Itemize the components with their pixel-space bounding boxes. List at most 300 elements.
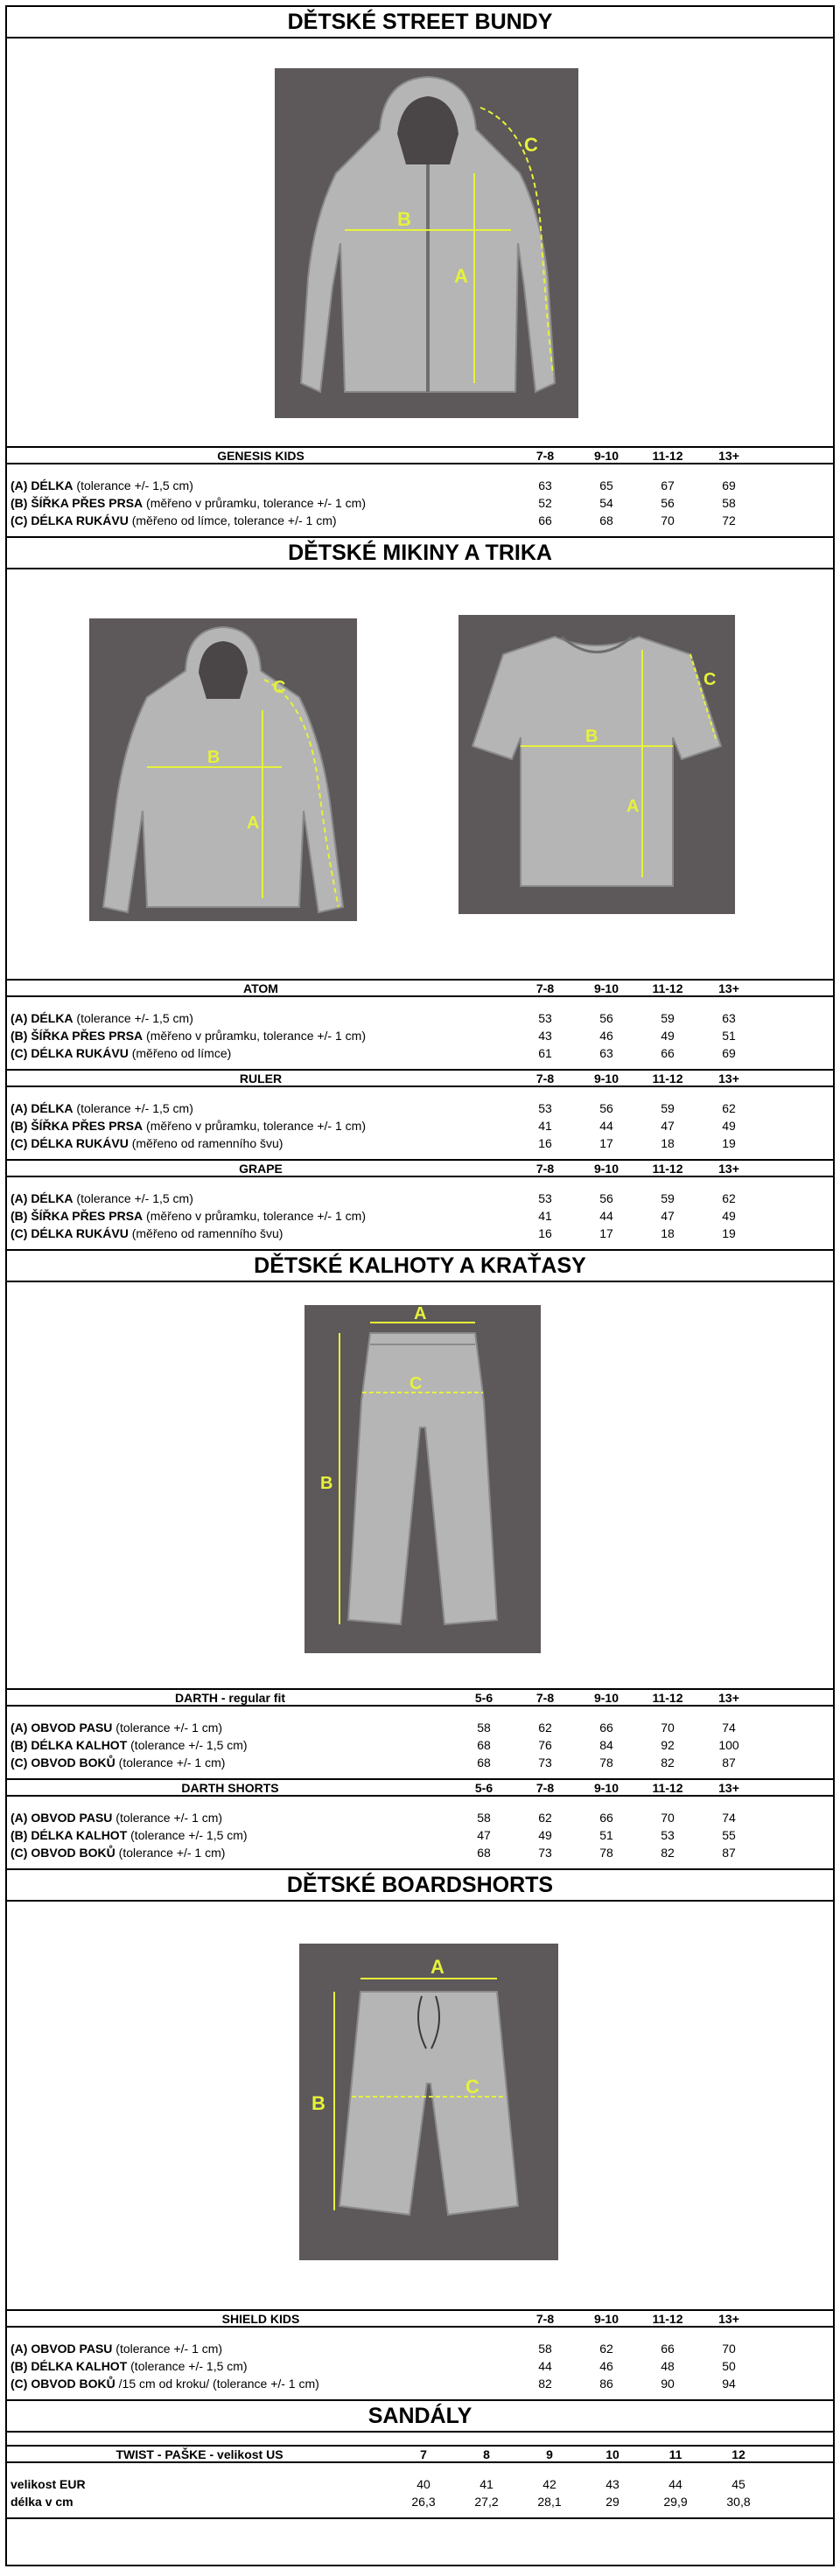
- measure-value: 27,2: [474, 2495, 499, 2509]
- measure-value: 56: [661, 496, 675, 510]
- size-header: 7-8: [514, 1071, 576, 1086]
- size-table-header: [7, 981, 833, 996]
- size-table-block: [7, 1690, 833, 1780]
- measure-label: [7, 1117, 514, 1134]
- measure-note: /15 cm od kroku/ (tolerance +/- 1 cm): [115, 2377, 319, 2391]
- row-spacer: [7, 2510, 833, 2517]
- size-header: 11-12: [637, 1161, 698, 1176]
- measure-value: 59: [661, 1011, 675, 1025]
- table-row: [7, 2357, 833, 2375]
- measure-value: 100: [718, 1738, 739, 1752]
- measure-value: 66: [599, 1811, 613, 1825]
- size-header: 5-6: [453, 1780, 514, 1796]
- size-header: 13+: [698, 1780, 760, 1796]
- tshirt-image: [458, 615, 735, 914]
- section-title-bundy: DĚTSKÉ STREET BUNDY: [7, 7, 833, 38]
- measure-label-bold: (C) DÉLKA RUKÁVU: [10, 1046, 129, 1060]
- measure-label: [7, 1190, 514, 1207]
- table-row: [7, 477, 833, 494]
- measure-label: [7, 1754, 453, 1771]
- measure-value: 47: [661, 1119, 675, 1133]
- size-header: 11: [644, 2447, 707, 2462]
- measure-value: 19: [722, 1226, 736, 1240]
- measure-value: 49: [722, 1209, 736, 1223]
- measure-value: 43: [538, 1029, 552, 1043]
- tables-sandaly: [7, 2447, 833, 2519]
- measure-note: (tolerance +/- 1 cm): [112, 1721, 223, 1735]
- row-filler: [760, 1809, 833, 1826]
- measure-value: 59: [661, 1191, 675, 1205]
- measure-value: 69: [722, 478, 736, 492]
- image-area-boardshorts: [7, 1902, 833, 2311]
- row-spacer: [7, 2392, 833, 2399]
- header-filler: [760, 1161, 833, 1176]
- row-gap: [7, 1086, 833, 1100]
- tables-bundy: [7, 448, 833, 538]
- measure-value: 53: [538, 1101, 552, 1115]
- measure-label: [7, 2475, 392, 2493]
- measure-label-bold: (A) DÉLKA: [10, 1101, 74, 1115]
- table-row: [7, 1844, 833, 1861]
- measure-value: 82: [661, 1756, 675, 1770]
- measure-value: 41: [538, 1119, 552, 1133]
- size-header: 11-12: [637, 981, 698, 996]
- measure-value: 47: [477, 1828, 491, 1842]
- tables-kalhoty: [7, 1690, 833, 1870]
- measure-note: (tolerance +/- 1,5 cm): [73, 1011, 193, 1025]
- measure-value: 54: [599, 496, 613, 510]
- hoodie-illustration: [89, 618, 357, 921]
- measure-value: 58: [538, 2342, 552, 2356]
- size-header: 13+: [698, 1071, 760, 1086]
- measure-value: 62: [722, 1101, 736, 1115]
- letter-c: C: [524, 134, 538, 156]
- measure-label: [7, 1225, 514, 1242]
- measure-label: [7, 2340, 514, 2357]
- row-spacer: [7, 1152, 833, 1159]
- header-filler: [760, 1780, 833, 1796]
- size-table: [7, 2311, 833, 2399]
- size-header: 9-10: [576, 1161, 637, 1176]
- measure-note: (tolerance +/- 1,5 cm): [127, 1738, 248, 1752]
- product-name: GENESIS KIDS: [7, 448, 514, 464]
- letter-a: A: [430, 1956, 444, 1978]
- size-table-block: [7, 448, 833, 538]
- letter-b: B: [207, 748, 220, 767]
- measure-value: 42: [542, 2477, 556, 2491]
- size-header: 7-8: [514, 2311, 576, 2327]
- size-header: 13+: [698, 1161, 760, 1176]
- row-gap: [7, 464, 833, 477]
- product-name: SHIELD KIDS: [7, 2311, 514, 2327]
- measure-value: 47: [661, 1209, 675, 1223]
- product-name: DARTH SHORTS: [7, 1780, 453, 1796]
- table-row: [7, 512, 833, 529]
- size-table-header: [7, 1690, 833, 1706]
- size-header: 13+: [698, 981, 760, 996]
- table-row: [7, 1719, 833, 1736]
- size-table: [7, 1071, 833, 1159]
- letter-b: B: [320, 1474, 333, 1493]
- row-filler: [760, 512, 833, 529]
- measure-value: 43: [606, 2477, 620, 2491]
- measure-label: [7, 1009, 514, 1027]
- size-header: 9-10: [576, 2311, 637, 2327]
- table-row: [7, 1190, 833, 1207]
- measure-label-bold: (B) DÉLKA KALHOT: [10, 1738, 128, 1752]
- row-filler: [760, 1844, 833, 1861]
- table-row: [7, 1117, 833, 1134]
- measure-value: 62: [538, 1811, 552, 1825]
- measure-value: 44: [599, 1209, 613, 1223]
- size-header: 9: [518, 2447, 581, 2462]
- letter-c: C: [410, 1374, 423, 1393]
- measure-value: 90: [661, 2377, 675, 2391]
- size-header: 11-12: [637, 2311, 698, 2327]
- measure-label-bold: (A) OBVOD PASU: [10, 1721, 113, 1735]
- letter-b: B: [397, 208, 411, 230]
- measure-value: 53: [538, 1011, 552, 1025]
- table-row: [7, 1134, 833, 1152]
- measure-value: 46: [599, 1029, 613, 1043]
- size-table: [7, 1161, 833, 1249]
- size-header: 9-10: [576, 1690, 637, 1706]
- measure-value: 30,8: [726, 2495, 751, 2509]
- size-table-header: [7, 448, 833, 464]
- letter-c: C: [273, 678, 286, 697]
- letter-a: A: [414, 1305, 427, 1323]
- row-filler: [760, 1225, 833, 1242]
- row-filler: [770, 2493, 833, 2510]
- measure-value: 66: [538, 513, 552, 527]
- row-filler: [770, 2475, 833, 2493]
- measure-value: 49: [538, 1828, 552, 1842]
- size-table-block: [7, 1071, 833, 1161]
- size-header: 5-6: [453, 1690, 514, 1706]
- header-filler: [760, 2311, 833, 2327]
- measure-label: [7, 477, 514, 494]
- measure-value: 73: [538, 1846, 552, 1860]
- measure-value: 74: [722, 1811, 736, 1825]
- measure-label: [7, 1044, 514, 1062]
- measure-value: 72: [722, 513, 736, 527]
- measure-label-bold: (C) DÉLKA RUKÁVU: [10, 513, 129, 527]
- row-spacer: [7, 1242, 833, 1249]
- measure-value: 84: [599, 1738, 613, 1752]
- measure-value: 76: [538, 1738, 552, 1752]
- row-filler: [760, 2375, 833, 2392]
- measure-value: 45: [732, 2477, 746, 2491]
- measure-value: 82: [538, 2377, 552, 2391]
- measure-value: 29,9: [663, 2495, 688, 2509]
- row-spacer: [7, 1771, 833, 1778]
- measure-value: 62: [599, 2342, 613, 2356]
- measure-note: (tolerance +/- 1,5 cm): [127, 1828, 248, 1842]
- row-spacer: [7, 1062, 833, 1069]
- measure-value: 82: [661, 1846, 675, 1860]
- size-header: 7-8: [514, 1690, 576, 1706]
- measure-note: (tolerance +/- 1 cm): [112, 2342, 223, 2356]
- tables-boardshorts: [7, 2311, 833, 2401]
- measure-value: 53: [538, 1191, 552, 1205]
- measure-label: [7, 1027, 514, 1044]
- section-title-boardshorts: DĚTSKÉ BOARDSHORTS: [7, 1870, 833, 1902]
- table-row: [7, 1809, 833, 1826]
- measure-value: 69: [722, 1046, 736, 1060]
- measure-value: 63: [599, 1046, 613, 1060]
- measure-value: 26,3: [411, 2495, 436, 2509]
- size-header: 11-12: [637, 448, 698, 464]
- row-filler: [760, 2340, 833, 2357]
- hoodie-image: [89, 618, 357, 921]
- measure-label: [7, 1826, 453, 1844]
- measure-label: [7, 1844, 453, 1861]
- measure-label-bold: (C) OBVOD BOKŮ: [10, 2377, 116, 2391]
- measure-note: (tolerance +/- 1 cm): [112, 1811, 223, 1825]
- row-filler: [760, 1736, 833, 1754]
- measure-label: [7, 2375, 514, 2392]
- measure-value: 56: [599, 1101, 613, 1115]
- table-row: [7, 1207, 833, 1225]
- measure-label: [7, 494, 514, 512]
- measure-note: (měřeno od límce, tolerance +/- 1 cm): [128, 513, 337, 527]
- measure-value: 58: [477, 1721, 491, 1735]
- size-table-header: [7, 2447, 833, 2462]
- measure-value: 92: [661, 1738, 675, 1752]
- measure-value: 49: [722, 1119, 736, 1133]
- measure-label-bold: délka v cm: [10, 2495, 74, 2509]
- pants-image: [304, 1305, 541, 1653]
- jacket-illustration: [275, 68, 578, 418]
- image-area-kalhoty: [7, 1282, 833, 1690]
- product-name: GRAPE: [7, 1161, 514, 1176]
- measure-label-bold: (C) OBVOD BOKŮ: [10, 1846, 116, 1860]
- measure-value: 70: [661, 1721, 675, 1735]
- size-header: 9-10: [576, 448, 637, 464]
- measure-value: 17: [599, 1226, 613, 1240]
- letter-c: C: [466, 2076, 480, 2098]
- size-header: 7-8: [514, 1161, 576, 1176]
- size-table-header: [7, 1161, 833, 1176]
- table-row: [7, 494, 833, 512]
- measure-value: 66: [599, 1721, 613, 1735]
- row-gap: [7, 996, 833, 1009]
- section-title-kalhoty: DĚTSKÉ KALHOTY A KRAŤASY: [7, 1251, 833, 1282]
- measure-value: 66: [661, 1046, 675, 1060]
- header-filler: [760, 981, 833, 996]
- size-table: [7, 448, 833, 536]
- row-filler: [760, 1100, 833, 1117]
- row-filler: [760, 1754, 833, 1771]
- pants-illustration: [304, 1305, 541, 1653]
- row-spacer: [7, 1861, 833, 1868]
- image-area-bundy: [7, 38, 833, 448]
- measure-label-bold: (B) ŠÍŘKA PŘES PRSA: [10, 1119, 144, 1133]
- jacket-image: [275, 68, 578, 418]
- size-header: 10: [581, 2447, 644, 2462]
- measure-label-bold: (B) ŠÍŘKA PŘES PRSA: [10, 496, 144, 510]
- measure-value: 44: [668, 2477, 682, 2491]
- measure-value: 73: [538, 1756, 552, 1770]
- measure-value: 51: [599, 1828, 613, 1842]
- measure-note: (měřeno v průramku, tolerance +/- 1 cm): [143, 1209, 366, 1223]
- row-filler: [760, 1719, 833, 1736]
- row-gap: [7, 1176, 833, 1190]
- letter-a: A: [626, 797, 640, 816]
- size-header: 13+: [698, 1690, 760, 1706]
- measure-note: (tolerance +/- 1,5 cm): [73, 478, 193, 492]
- measure-note: (tolerance +/- 1 cm): [115, 1846, 226, 1860]
- row-filler: [760, 2357, 833, 2375]
- row-filler: [760, 1207, 833, 1225]
- measure-value: 50: [722, 2359, 736, 2373]
- measure-value: 87: [722, 1846, 736, 1860]
- size-table-header: [7, 2311, 833, 2327]
- size-table-block: [7, 2311, 833, 2401]
- table-row: [7, 1027, 833, 1044]
- boardshorts-illustration: [299, 1944, 558, 2260]
- measure-value: 53: [661, 1828, 675, 1842]
- measure-label-bold: (B) DÉLKA KALHOT: [10, 2359, 128, 2373]
- measure-value: 52: [538, 496, 552, 510]
- measure-label-bold: velikost EUR: [10, 2477, 86, 2491]
- measure-value: 58: [477, 1811, 491, 1825]
- measure-label-bold: (A) DÉLKA: [10, 478, 74, 492]
- measure-label: [7, 1736, 453, 1754]
- measure-note: (měřeno od ramenního švu): [128, 1136, 284, 1150]
- table-row: [7, 1736, 833, 1754]
- letter-b: B: [585, 727, 598, 746]
- measure-value: 68: [477, 1738, 491, 1752]
- product-name: DARTH - regular fit: [7, 1690, 453, 1706]
- measure-label: [7, 512, 514, 529]
- size-table-header: [7, 1780, 833, 1796]
- size-header: 9-10: [576, 981, 637, 996]
- measure-note: (tolerance +/- 1,5 cm): [127, 2359, 248, 2373]
- header-filler: [760, 1690, 833, 1706]
- measure-value: 63: [722, 1011, 736, 1025]
- letter-c: C: [704, 670, 717, 689]
- measure-label-bold: (A) OBVOD PASU: [10, 1811, 113, 1825]
- size-table: [7, 2447, 833, 2517]
- section-title-sandaly: SANDÁLY: [7, 2401, 833, 2433]
- measure-value: 78: [599, 1756, 613, 1770]
- measure-value: 63: [538, 478, 552, 492]
- size-header: 9-10: [576, 1780, 637, 1796]
- measure-value: 16: [538, 1136, 552, 1150]
- measure-label-bold: (C) DÉLKA RUKÁVU: [10, 1136, 129, 1150]
- row-filler: [760, 1117, 833, 1134]
- letter-a: A: [454, 265, 468, 287]
- measure-value: 49: [661, 1029, 675, 1043]
- table-row: [7, 1826, 833, 1844]
- size-header: 7-8: [514, 1780, 576, 1796]
- row-filler: [760, 1009, 833, 1027]
- tshirt-illustration: [458, 615, 735, 914]
- measure-label-bold: (A) OBVOD PASU: [10, 2342, 113, 2356]
- measure-note: (měřeno v průramku, tolerance +/- 1 cm): [143, 1119, 366, 1133]
- size-table-header: [7, 1071, 833, 1086]
- row-filler: [760, 477, 833, 494]
- measure-value: 70: [722, 2342, 736, 2356]
- row-filler: [760, 1044, 833, 1062]
- measure-value: 87: [722, 1756, 736, 1770]
- row-filler: [760, 1134, 833, 1152]
- measure-value: 68: [477, 1846, 491, 1860]
- measure-value: 86: [599, 2377, 613, 2391]
- table-row: [7, 1225, 833, 1242]
- size-table-block: [7, 981, 833, 1071]
- row-filler: [760, 1190, 833, 1207]
- size-header: 7-8: [514, 981, 576, 996]
- row-filler: [760, 1826, 833, 1844]
- measure-note: (tolerance +/- 1,5 cm): [73, 1101, 193, 1115]
- size-table: [7, 981, 833, 1069]
- measure-value: 74: [722, 1721, 736, 1735]
- size-header: 11-12: [637, 1780, 698, 1796]
- measure-label-bold: (B) ŠÍŘKA PŘES PRSA: [10, 1209, 144, 1223]
- measure-value: 46: [599, 2359, 613, 2373]
- measure-note: (tolerance +/- 1 cm): [115, 1756, 226, 1770]
- measure-note: (měřeno v průramku, tolerance +/- 1 cm): [143, 496, 366, 510]
- size-header: 7-8: [514, 448, 576, 464]
- measure-label-bold: (A) DÉLKA: [10, 1191, 74, 1205]
- measure-value: 19: [722, 1136, 736, 1150]
- row-filler: [760, 494, 833, 512]
- product-name: ATOM: [7, 981, 514, 996]
- tables-mikiny: [7, 981, 833, 1251]
- row-gap: [7, 1706, 833, 1719]
- measure-value: 44: [599, 1119, 613, 1133]
- table-row: [7, 1044, 833, 1062]
- size-table-block: [7, 1161, 833, 1251]
- measure-value: 51: [722, 1029, 736, 1043]
- measure-value: 65: [599, 478, 613, 492]
- measure-value: 41: [538, 1209, 552, 1223]
- measure-label: [7, 1809, 453, 1826]
- size-header: 9-10: [576, 1071, 637, 1086]
- measure-value: 56: [599, 1011, 613, 1025]
- size-header: 12: [707, 2447, 770, 2462]
- measure-value: 67: [661, 478, 675, 492]
- table-row: [7, 2340, 833, 2357]
- measure-label-bold: (C) DÉLKA RUKÁVU: [10, 1226, 129, 1240]
- measure-label: [7, 2493, 392, 2510]
- sandaly-spacer: [7, 2433, 833, 2447]
- row-gap: [7, 2327, 833, 2340]
- size-header: 11-12: [637, 1690, 698, 1706]
- row-gap: [7, 2462, 833, 2475]
- measure-label: [7, 1100, 514, 1117]
- measure-value: 94: [722, 2377, 736, 2391]
- measure-note: (měřeno v průramku, tolerance +/- 1 cm): [143, 1029, 366, 1043]
- letter-b: B: [312, 2092, 326, 2114]
- measure-note: (měřeno od ramenního švu): [128, 1226, 284, 1240]
- measure-value: 58: [722, 496, 736, 510]
- measure-value: 59: [661, 1101, 675, 1115]
- measure-value: 41: [480, 2477, 494, 2491]
- measure-value: 28,1: [537, 2495, 562, 2509]
- header-filler: [760, 1071, 833, 1086]
- measure-label: [7, 1719, 453, 1736]
- measure-label: [7, 1207, 514, 1225]
- measure-value: 56: [599, 1191, 613, 1205]
- section-title-mikiny: DĚTSKÉ MIKINY A TRIKA: [7, 538, 833, 569]
- row-spacer: [7, 529, 833, 536]
- measure-value: 29: [606, 2495, 620, 2509]
- measure-value: 16: [538, 1226, 552, 1240]
- measure-value: 78: [599, 1846, 613, 1860]
